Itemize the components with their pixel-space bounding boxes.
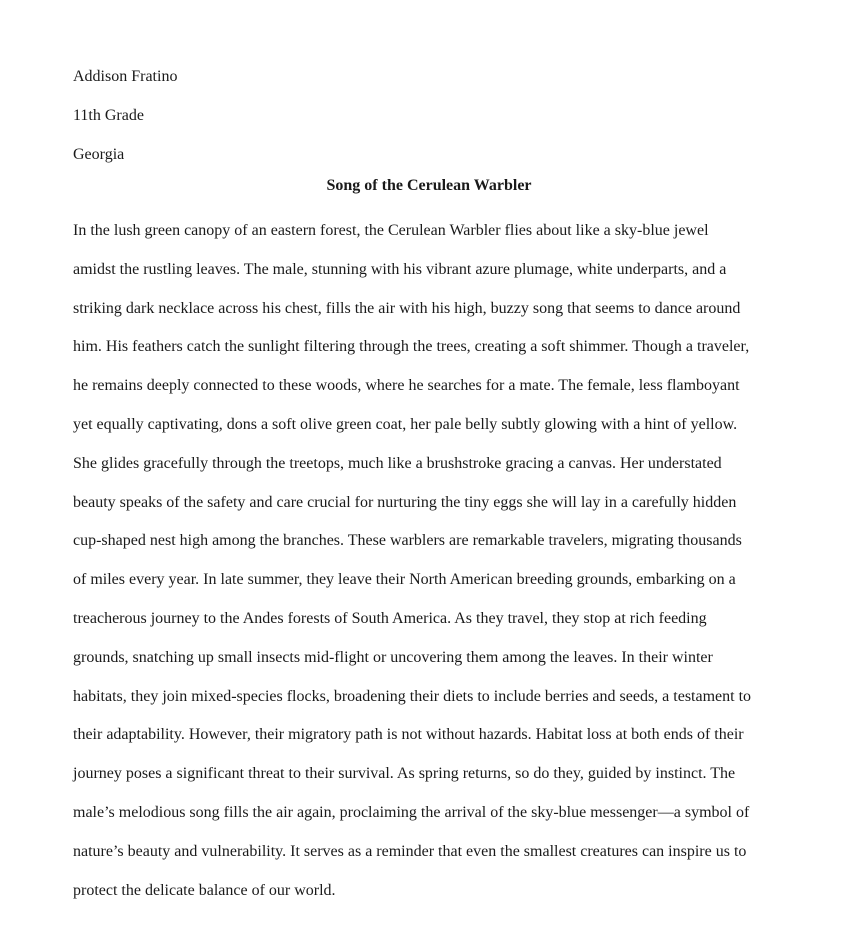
body-line: habitats, they join mixed-species flocks, broadening their diets to include berries and seeds, a testament to bbox=[73, 687, 752, 705]
state-name: Georgia bbox=[73, 145, 125, 163]
body-line: him. His feathers catch the sunlight filtering through the trees, creating a soft shimmer. Though a traveler, bbox=[73, 338, 750, 356]
body-line: of miles every year. In late summer, they leave their North American breeding grounds, embarking on a bbox=[73, 571, 736, 589]
body-line: amidst the rustling leaves. The male, stunning with his vibrant azure plumage, white underparts, and a bbox=[73, 260, 727, 278]
body-line: male’s melodious song fills the air again, proclaiming the arrival of the sky-blue messenger—a symbol of bbox=[73, 803, 750, 821]
body-line: beauty speaks of the safety and care crucial for nurturing the tiny eggs she will lay in a carefully hidden bbox=[73, 493, 737, 511]
body-line: grounds, snatching up small insects mid-flight or uncovering them among the leaves. In their winter bbox=[73, 648, 713, 666]
body-line: nature’s beauty and vulnerability. It serves as a reminder that even the smallest creatures can inspire us to bbox=[73, 842, 747, 860]
author-info bbox=[73, 58, 177, 174]
body-line: cup-shaped nest high among the branches. These warblers are remarkable travelers, migrating thousands bbox=[73, 532, 742, 550]
body-line: treacherous journey to the Andes forests of South America. As they travel, they stop at rich feeding bbox=[73, 609, 707, 627]
grade-level: 11th Grade bbox=[73, 106, 144, 124]
body-line: In the lush green canopy of an eastern forest, the Cerulean Warbler flies about like a sky-blue jewel bbox=[73, 222, 709, 239]
body-line: protect the delicate balance of our world. bbox=[73, 881, 336, 899]
body-line: striking dark necklace across his chest, fills the air with his high, buzzy song that seems to dance around bbox=[73, 299, 741, 317]
author-name: Addison Fratino bbox=[73, 68, 178, 85]
body-line: yet equally captivating, dons a soft olive green coat, her pale belly subtly glowing with a hint of yellow. bbox=[73, 415, 738, 433]
body-line: he remains deeply connected to these woods, where he searches for a mate. The female, less flamboyant bbox=[73, 377, 740, 395]
essay-body bbox=[73, 212, 788, 910]
body-line: journey poses a significant threat to their survival. As spring returns, so do they, guided by instinct. The bbox=[73, 765, 736, 783]
body-line: She glides gracefully through the treetops, much like a brushstroke gracing a canvas. Her understated bbox=[73, 454, 722, 472]
essay-title: Song of the Cerulean Warbler bbox=[326, 177, 532, 194]
body-line: their adaptability. However, their migratory path is not without hazards. Habitat loss at both ends of their bbox=[73, 726, 744, 744]
